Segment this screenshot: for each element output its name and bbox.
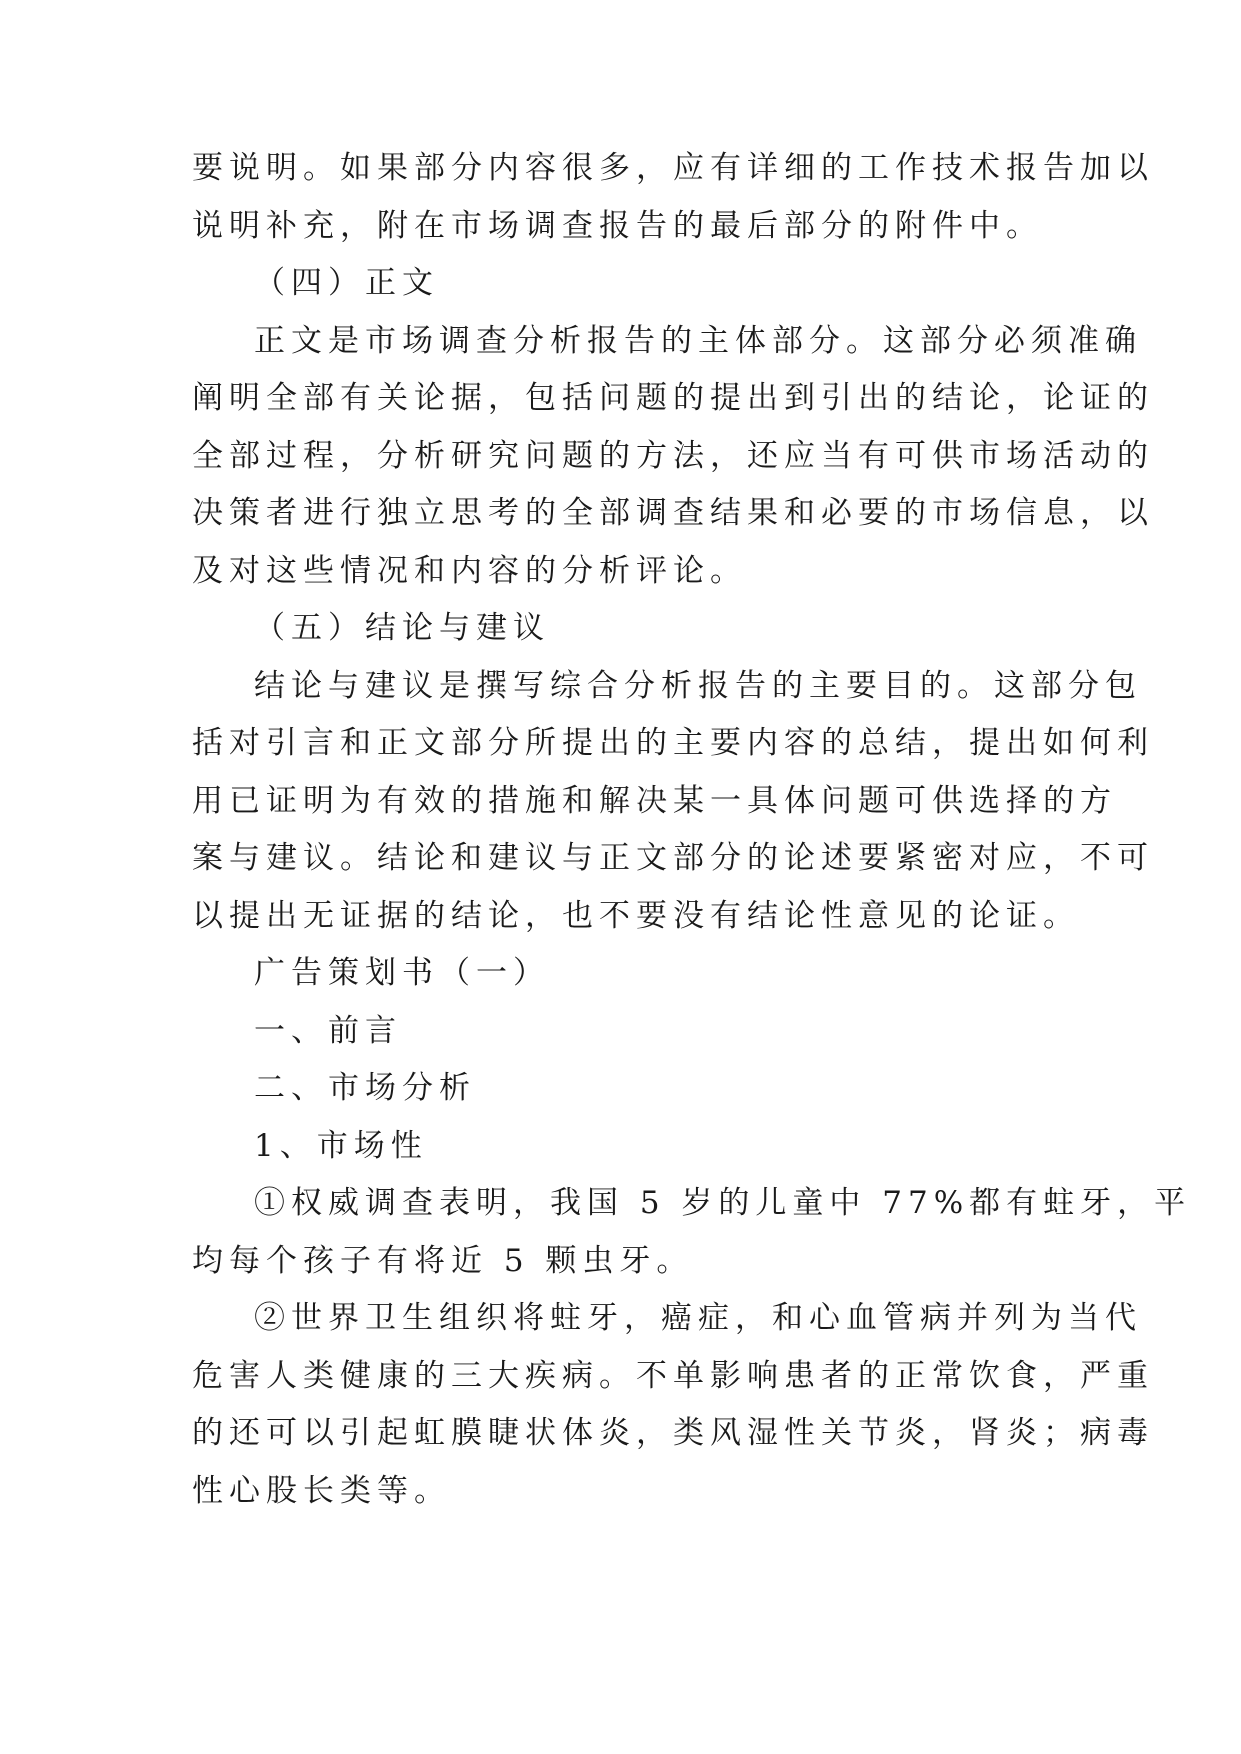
text-line-13: 案与建议。结论和建议与正文部分的论述要紧密对应，不可 — [192, 840, 1154, 876]
document-page — [192, 140, 1192, 1520]
text-line-1: 要说明。如果部分内容很多，应有详细的工作技术报告加以 — [192, 150, 1154, 186]
text-line-19: ①权威调查表明，我国 5 岁的儿童中 77%都有蛀牙，平 — [254, 1185, 1192, 1221]
text-line-2: 说明补充，附在市场调查报告的最后部分的附件中。 — [192, 207, 1043, 244]
heading-preface: 一、前言 — [254, 1012, 402, 1049]
text-line-14: 以提出无证据的结论，也不要没有结论性意见的论证。 — [192, 897, 1080, 934]
text-line-4: 正文是市场调查分析报告的主体部分。这部分必须准确 — [254, 322, 1142, 359]
heading-marketability: 1、市场性 — [254, 1127, 428, 1164]
text-line-20: 均每个孩子有将近 5 颗虫牙。 — [192, 1242, 694, 1279]
text-line-24: 性心股长类等。 — [192, 1472, 451, 1509]
document-title: 广告策划书（一） — [254, 955, 550, 991]
section-heading-4: （四）正文 — [254, 265, 439, 301]
text-line-21: ②世界卫生组织将蛀牙，癌症，和心血管病并列为当代 — [254, 1300, 1142, 1336]
text-line-10: 结论与建议是撰写综合分析报告的主要目的。这部分包 — [254, 667, 1142, 704]
text-line-8: 及对这些情况和内容的分析评论。 — [192, 552, 747, 589]
text-line-12: 用已证明为有效的措施和解决某一具体问题可供选择的方 — [192, 782, 1117, 819]
heading-market-analysis: 二、市场分析 — [254, 1070, 476, 1106]
text-line-23: 的还可以引起虹膜睫状体炎，类风湿性关节炎，肾炎；病毒 — [192, 1415, 1154, 1451]
text-line-22: 危害人类健康的三大疾病。不单影响患者的正常饮食，严重 — [192, 1357, 1154, 1394]
section-heading-5: （五）结论与建议 — [254, 610, 550, 646]
text-line-6: 全部过程，分析研究问题的方法，还应当有可供市场活动的 — [192, 437, 1154, 474]
text-line-5: 阐明全部有关论据，包括问题的提出到引出的结论，论证的 — [192, 380, 1154, 416]
text-line-7: 决策者进行独立思考的全部调查结果和必要的市场信息，以 — [192, 495, 1154, 531]
text-line-11: 括对引言和正文部分所提出的主要内容的总结，提出如何利 — [192, 725, 1154, 761]
